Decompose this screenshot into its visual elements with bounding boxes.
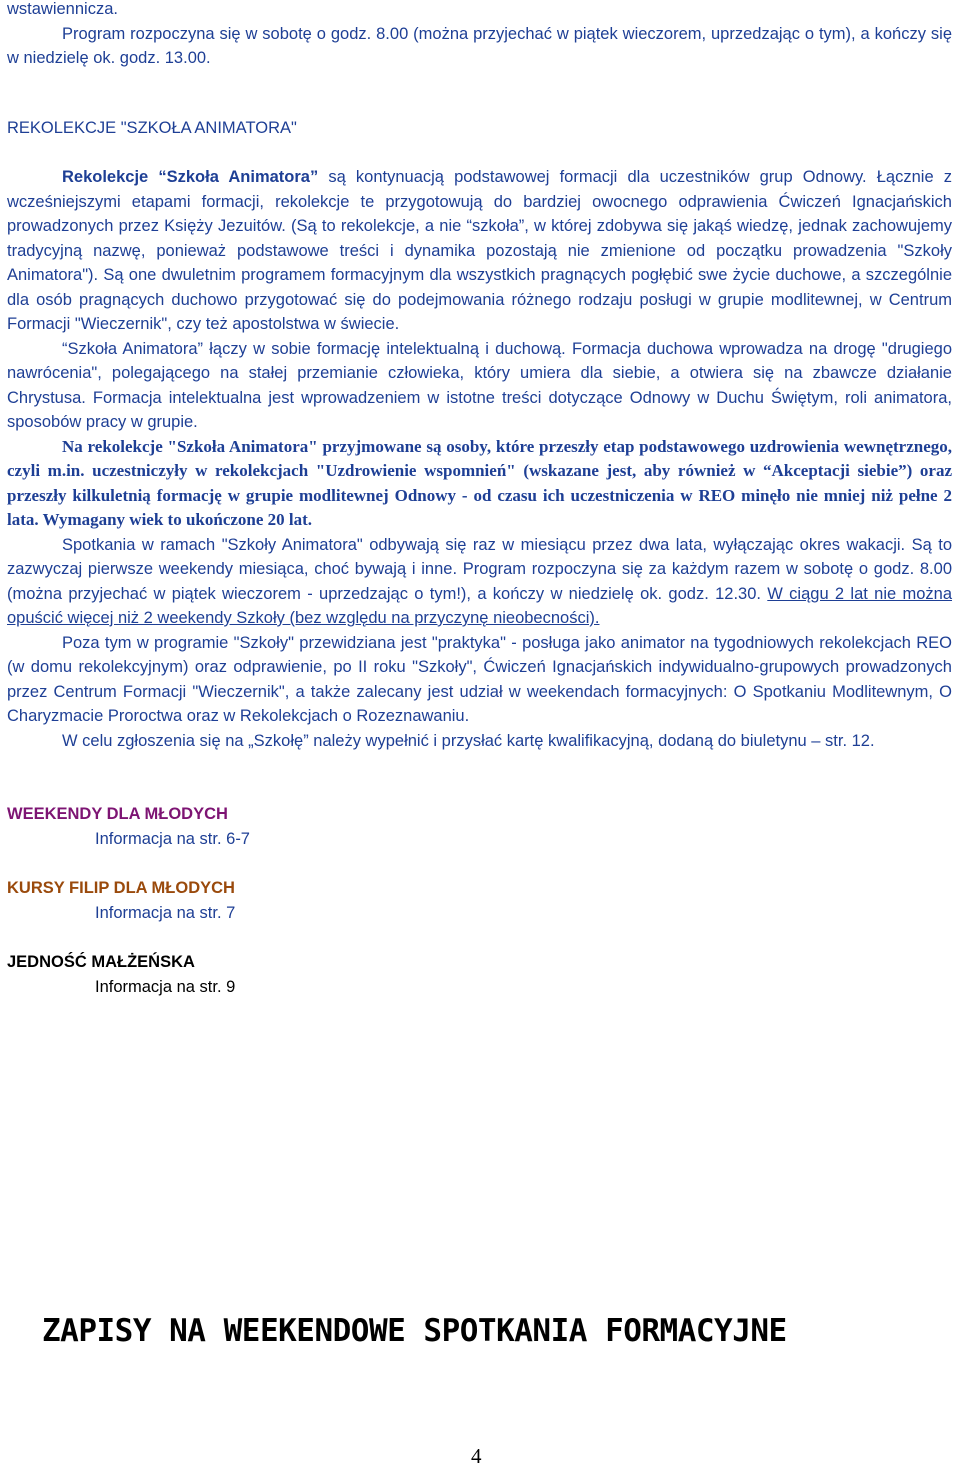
intro-line-1: wstawiennicza. xyxy=(7,0,118,18)
section-title-jednosc: JEDNOŚĆ MAŁŻEŃSKA xyxy=(7,953,195,971)
rekolekcje-paragraph-3: Na rekolekcje "Szkoła Animatora" przyjmowane są osoby, które przeszły etap podstawowego uzdrowienia wewnętrznego, czyli m.in. uczestniczyły w rekolekcjach "Uzdrowienie wspomnień" (wskazane jest, aby również w “Akceptacji siebie”) oraz przeszły kilkuletnią formację w grupie modlitewnej Odnowy - od czasu ich uczestniczenia w REO minęło nie mniej niż pełne 2 lata. Wymagany wiek to ukończone 20 lat. xyxy=(7,436,952,529)
document-page xyxy=(7,0,952,999)
section-kursy-filip xyxy=(7,876,952,925)
rekolekcje-heading: REKOLEKCJE "SZKOŁA ANIMATORA" xyxy=(7,118,297,137)
rekolekcje-paragraph-2: “Szkoła Animatora” łączy w sobie formację intelektualną i duchową. Formacja duchowa wprowadza na drogę "drugiego nawrócenia", polegającego na stałej przemianie człowieka, który umiera dla siebie, a otwiera się na zbawcze działanie Chrystusa. Formacja intelektualna jest wprowadzeniem w istotne treści dotyczące Odnowy w Duchu Świętym, roli animatora, sposobów pracy w grupie. xyxy=(7,339,952,431)
section-title-weekendy: WEEKENDY DLA MŁODYCH xyxy=(7,805,228,823)
section-title-kursy-filip: KURSY FILIP DLA MŁODYCH xyxy=(7,879,235,897)
rekolekcje-paragraph-1 xyxy=(7,165,952,337)
rekolekcje-paragraph-1-text: są kontynuacją podstawowej formacji dla uczestników grup Odnowy. Łącznie z wcześniejszymi etapami formacji, rekolekcje te przygotowują do bardziej owocnego odprawienia Ćwiczeń Ignacjańskich prowadzonych przez Księży Jezuitów. (Są to rekolekcje, a nie “szkoła”, w której zdobywa się jakąś wiedzę, jednak zachowujemy tradycyjną nazwę, ponieważ podstawowe treści i dynamika pozostają nie zmienione od początku prowadzenia "Szkoły Animatora"). Są one dwuletnim programem formacyjnym dla wszystkich pragnących pogłębić swe życie duchowe, a szczególnie dla osób pragnących duchowo przygotować się do podejmowania różnego rodzaju posługi w grupie modlitewnej, w Centrum Formacji "Wieczernik", czy też apostolstwa w świecie. xyxy=(7,168,953,333)
rekolekcje-paragraph-5: Poza tym w programie "Szkoły" przewidziana jest "praktyka" - posługa jako animator na tygodniowych rekolekcjach REO (w domu rekolekcyjnym) oraz odprawienie, po II roku "Szkoły", Ćwiczeń Ignacjańskich indywidualno-grupowych prowadzonych przez Centrum Formacji "Wieczernik", a także zalecany jest udział w weekendach formacyjnych: O Spotkaniu Modlitewnym, O Charyzmacie Proroctwa oraz w Rekolekcjach o Rozeznawaniu. xyxy=(7,633,952,725)
section-info-jednosc: Informacja na str. 9 xyxy=(95,977,236,996)
section-jednosc xyxy=(7,950,952,999)
rekolekcje-paragraph-4 xyxy=(7,533,952,631)
rekolekcje-paragraph-4-text: Spotkania w ramach "Szkoły Animatora" odbywają się raz w miesiącu przez dwa lata, wyłączając okres wakacji. Są to zazwyczaj pierwsze weekendy miesiąca, choć bywają i inne. Program rozpoczyna się za każdym razem w sobotę o godz. 8.00 (można przyjechać w piątek wieczorem - uprzedzając o tym!), a kończy w niedzielę ok. godz. 12.30. xyxy=(7,535,952,603)
section-weekendy xyxy=(7,802,952,851)
rekolekcje-lead-bold: Rekolekcje “Szkoła Animatora” xyxy=(62,168,319,186)
section-info-kursy-filip: Informacja na str. 7 xyxy=(95,903,236,922)
intro-paragraph: Program rozpoczyna się w sobotę o godz. 8.00 (można przyjechać w piątek wieczorem, uprzedzając o tym), a kończy się w niedzielę ok. godz. 13.00. xyxy=(7,24,952,67)
page-number: 4 xyxy=(471,1444,482,1468)
zapisy-heading: ZAPISY NA WEEKENDOWE SPOTKANIA FORMACYJNE xyxy=(42,1313,787,1349)
rekolekcje-attendance-rule: W ciągu 2 lat nie można opuścić więcej niż 2 weekendy Szkoły (bez względu na przyczynę nieobecności). xyxy=(7,584,952,627)
section-info-weekendy: Informacja na str. 6-7 xyxy=(95,829,250,848)
rekolekcje-paragraph-6: W celu zgłoszenia się na „Szkołę” należy wypełnić i przysłać kartę kwalifikacyjną, dodaną do biuletynu – str. 12. xyxy=(62,731,875,750)
